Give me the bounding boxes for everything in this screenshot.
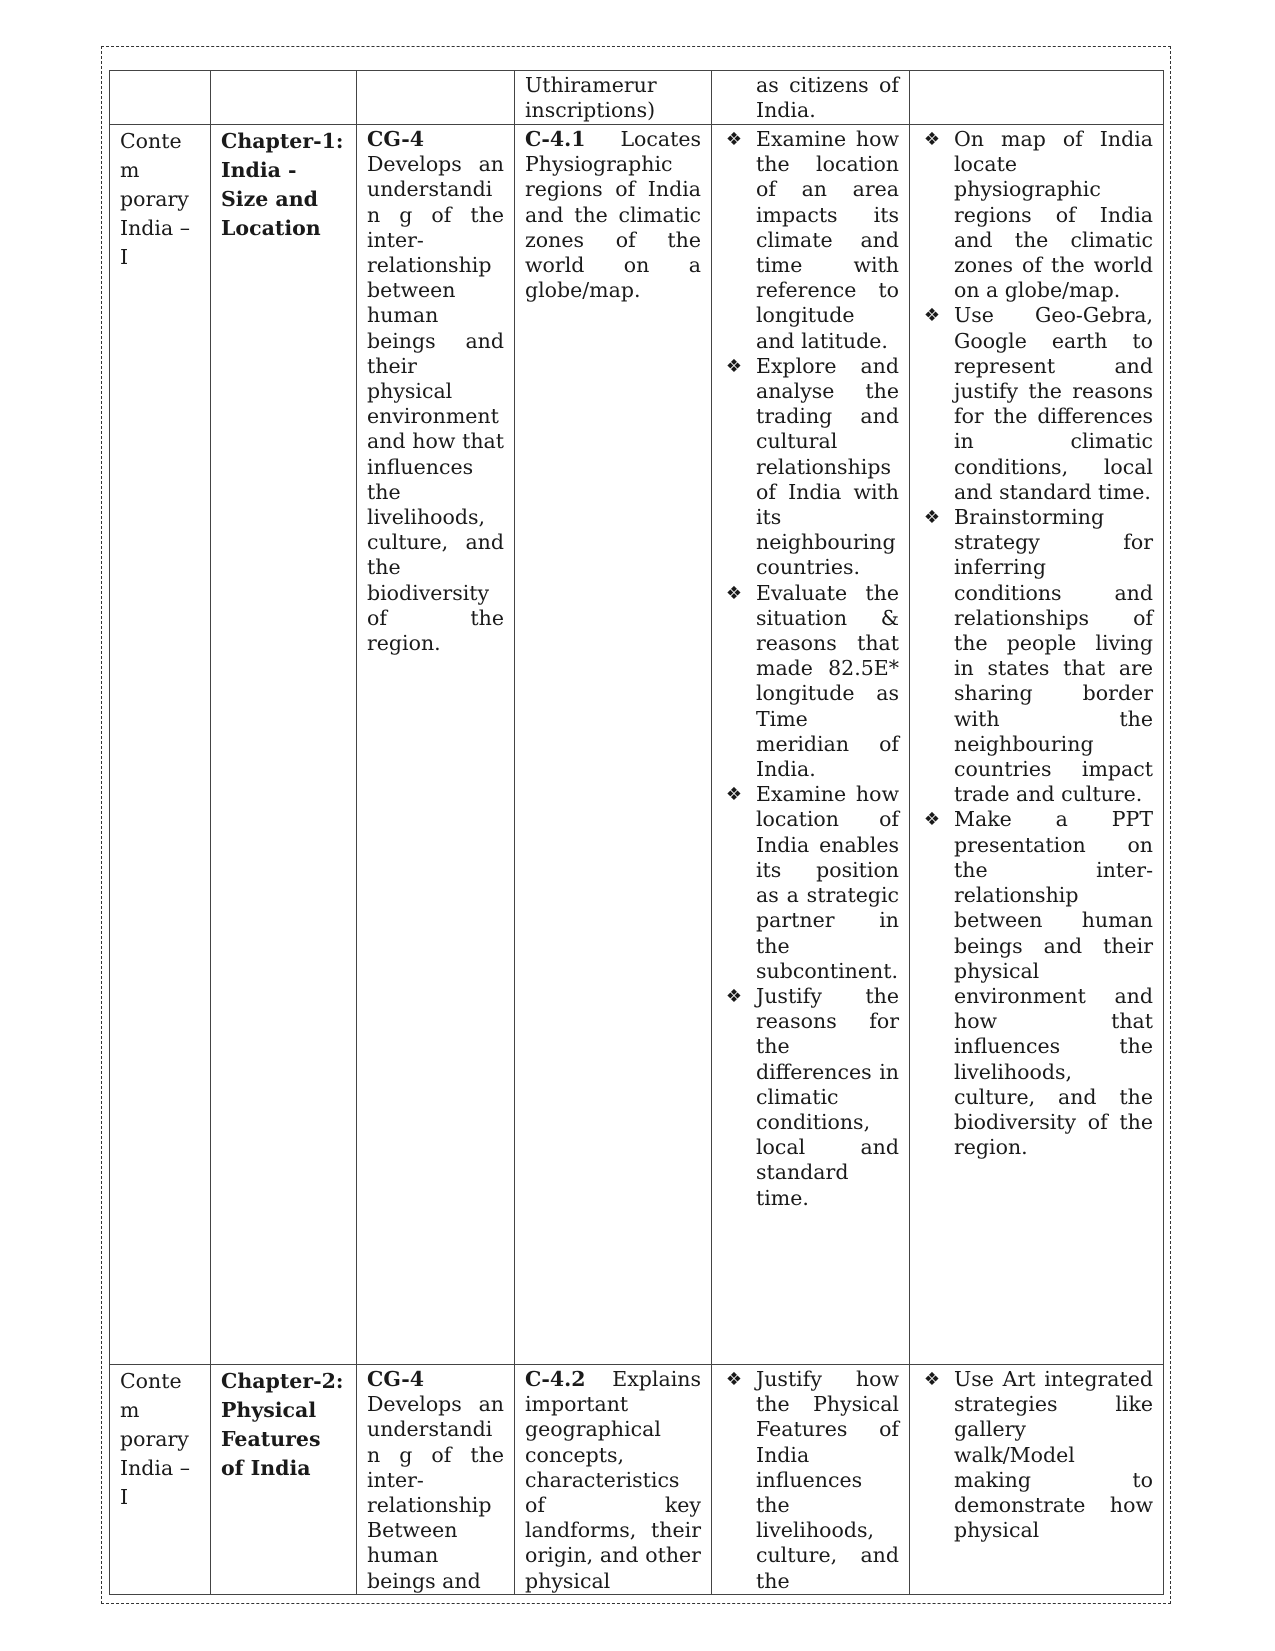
learning-outcomes-list bbox=[722, 127, 899, 1211]
list-item-text: Explore and analyse the trading and cultural relationships of India with its neighbouring countries. bbox=[756, 353, 899, 580]
competency-code: C-4.2 bbox=[525, 1367, 586, 1391]
list-item bbox=[722, 1367, 899, 1594]
chapter-cell bbox=[211, 1365, 357, 1595]
learning-outcomes-cell bbox=[712, 125, 910, 1365]
list-item-text: On map of India locate physiographic regions of India and the climatic zones of the world on a globe/map. bbox=[954, 127, 1153, 303]
list-item bbox=[722, 782, 899, 984]
area-cell bbox=[110, 125, 211, 1365]
curricular-goal-text: Develops an understandin g of the inter-relationship Between human beings and bbox=[367, 1392, 504, 1593]
activities-list bbox=[920, 1367, 1153, 1543]
diamond-bullet-icon: ❖ bbox=[725, 582, 743, 604]
list-item bbox=[920, 807, 1153, 1160]
competency-text: Locates Physiographic regions of India and the climatic zones of the world on a globe/map. bbox=[525, 127, 701, 303]
area-cell bbox=[110, 71, 211, 125]
diamond-bullet-icon: ❖ bbox=[725, 1369, 743, 1390]
list-item-text: Use Geo-Gebra, Google earth to represent and justify the reasons for the differences in climatic conditions, local and standard time. bbox=[954, 303, 1153, 504]
list-item bbox=[920, 303, 1153, 505]
list-item-text: Make a PPT presentation on the inter-relationship between human beings and their physical environment and how that influences the livelihoods, culture, and the biodiversity of the region. bbox=[954, 807, 1153, 1160]
diamond-bullet-icon: ❖ bbox=[725, 355, 743, 377]
list-item-text: Examine how the location of an area impacts its climate and time with reference to longitude and latitude. bbox=[756, 127, 899, 353]
area-text: Contem porary India – I bbox=[120, 129, 190, 269]
chapter-cell bbox=[211, 71, 357, 125]
diamond-bullet-icon: ❖ bbox=[923, 129, 941, 150]
curricular-goal-text: Develops an understandin g of the inter-relationship between human beings and their physical environment and how that influences the livelihoods, culture, and the biodiversity of the region. bbox=[367, 152, 504, 656]
list-item-text: Justify how the Physical Features of India influences the livelihoods, culture, and the bbox=[756, 1367, 899, 1593]
diamond-bullet-icon: ❖ bbox=[923, 809, 941, 831]
competency-cell bbox=[515, 125, 712, 1365]
curricular-goal-code: CG-4 bbox=[367, 127, 424, 151]
list-item bbox=[920, 127, 1153, 303]
list-item bbox=[920, 1367, 1153, 1543]
learning-outcome-text: as citizens of India. bbox=[756, 73, 899, 123]
diamond-bullet-icon: ❖ bbox=[725, 129, 743, 150]
activities-cell bbox=[910, 125, 1164, 1365]
list-item-text: Examine how location of India enables its position as a strategic partner in the subcontinent. bbox=[756, 782, 899, 983]
list-item bbox=[722, 984, 899, 1211]
competency-text: Explains important geographical concepts, characteristics of key landforms, their origin, and other physical bbox=[525, 1367, 701, 1593]
list-item bbox=[722, 581, 899, 783]
area-cell bbox=[110, 1365, 211, 1595]
diamond-bullet-icon: ❖ bbox=[923, 507, 941, 529]
competency-code: C-4.1 bbox=[525, 127, 586, 151]
list-item-text: Use Art integrated strategies like gallery walk/Model making to demonstrate how physical bbox=[954, 1367, 1153, 1543]
chapter-cell bbox=[211, 125, 357, 1365]
activities-list bbox=[920, 127, 1153, 1160]
chapter-title: Chapter-1: India - Size and Location bbox=[221, 129, 344, 240]
curricular-goal-cell bbox=[357, 125, 515, 1365]
list-item-text: Evaluate the situation & reasons that made 82.5E* longitude as Time meridian of India. bbox=[756, 580, 899, 782]
diamond-bullet-icon: ❖ bbox=[923, 305, 941, 327]
chapter-title: Chapter-2: Physical Features of India bbox=[221, 1369, 344, 1480]
activities-cell bbox=[910, 1365, 1164, 1595]
diamond-bullet-icon: ❖ bbox=[923, 1369, 941, 1390]
list-item-text: Justify the reasons for the differences in climatic conditions, local and standard time. bbox=[756, 983, 899, 1210]
competency-cell bbox=[515, 71, 712, 125]
list-item bbox=[722, 354, 899, 581]
table-row-continuation bbox=[110, 71, 1164, 125]
list-item-text: Brainstorming strategy for inferring conditions and relationships of the people living in states that are sharing border with the neighbouring countries impact trade and culture. bbox=[954, 505, 1153, 807]
table-row-chapter-2 bbox=[110, 1365, 1164, 1595]
competency-cell bbox=[515, 1365, 712, 1595]
table-row-chapter-1 bbox=[110, 125, 1164, 1365]
list-item bbox=[920, 505, 1153, 807]
learning-outcomes-cell bbox=[712, 71, 910, 125]
competency-text: Uthiramerur inscriptions) bbox=[525, 73, 657, 123]
curricular-goal-cell bbox=[357, 1365, 515, 1595]
curricular-goal-cell bbox=[357, 71, 515, 125]
syllabus-table bbox=[109, 70, 1164, 1595]
area-text: Contem porary India – I bbox=[120, 1369, 190, 1509]
diamond-bullet-icon: ❖ bbox=[725, 784, 743, 806]
learning-outcomes-list bbox=[722, 1367, 899, 1594]
learning-outcomes-cell bbox=[712, 1365, 910, 1595]
diamond-bullet-icon: ❖ bbox=[725, 985, 743, 1007]
list-item bbox=[722, 127, 899, 354]
curricular-goal-code: CG-4 bbox=[367, 1367, 424, 1391]
activities-cell bbox=[910, 71, 1164, 125]
